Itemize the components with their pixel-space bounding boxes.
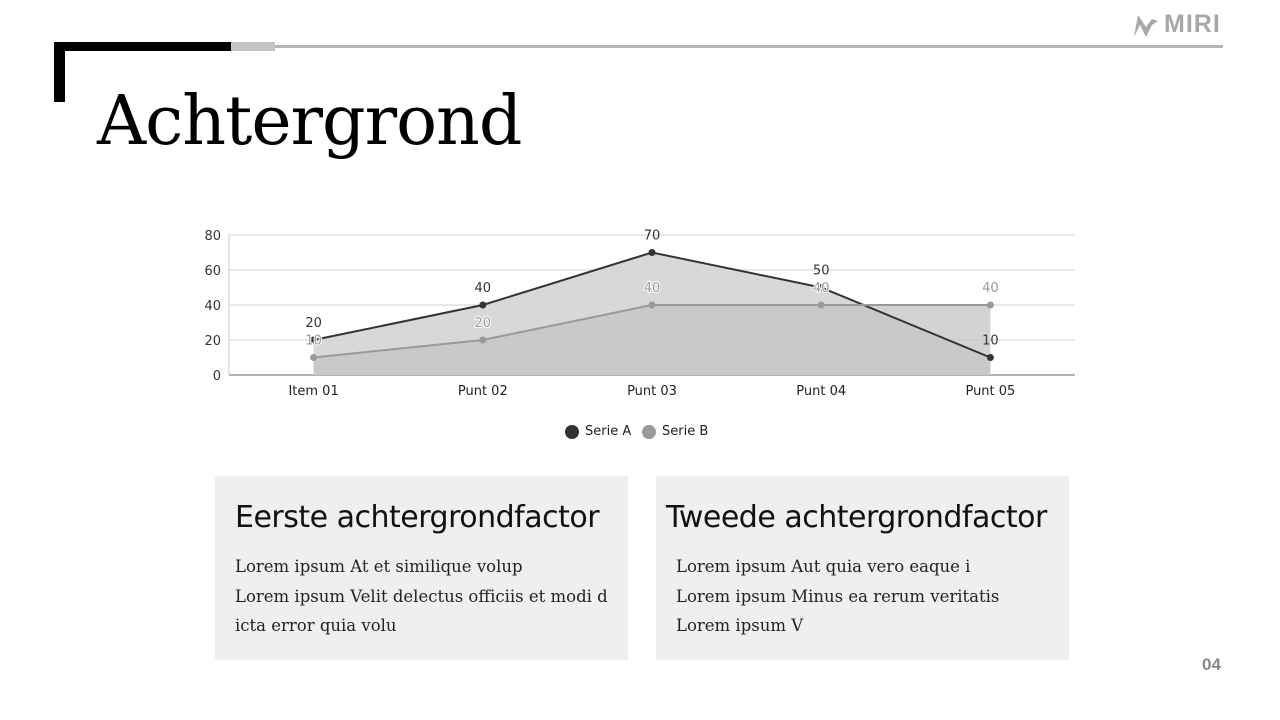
x-tick-label: Punt 05	[965, 384, 1016, 399]
card-line: Lorem ipsum At et similique volup	[235, 557, 523, 576]
legend-marker	[642, 425, 656, 439]
card-second-factor	[656, 476, 1069, 660]
card-first-factor	[215, 476, 628, 660]
data-point	[479, 337, 486, 344]
data-label: 20	[474, 316, 492, 331]
data-point	[310, 354, 317, 361]
data-label: 10	[305, 333, 322, 349]
x-tick-label: Item 01	[288, 384, 339, 399]
x-tick-label: Punt 03	[627, 384, 677, 399]
data-label: 10	[982, 333, 999, 349]
data-point	[649, 249, 656, 256]
data-label: 40	[474, 281, 492, 296]
page-number: 04	[1202, 655, 1221, 674]
data-label: 20	[305, 316, 322, 331]
data-point	[818, 302, 825, 309]
page-title: Achtergrond	[97, 82, 522, 161]
y-tick-label: 0	[212, 369, 221, 384]
card-line: icta error quia volu	[235, 616, 397, 635]
data-point	[987, 302, 994, 309]
data-label: 50	[812, 263, 830, 279]
data-label: 40	[643, 281, 661, 296]
y-tick-label: 80	[204, 229, 221, 244]
y-tick-label: 60	[204, 264, 221, 279]
y-tick-label: 40	[204, 299, 221, 314]
logo-text: MIRI	[1164, 10, 1221, 38]
x-tick-label: Punt 02	[457, 384, 508, 399]
card-heading: Tweede achtergrondfactor	[666, 500, 1047, 535]
y-tick-label: 20	[204, 334, 221, 349]
legend-label: Serie A	[585, 424, 632, 439]
card-line: Lorem ipsum Aut quia vero eaque i	[676, 557, 971, 576]
data-label: 70	[643, 228, 661, 244]
data-point	[479, 302, 486, 309]
card-heading: Eerste achtergrondfactor	[235, 500, 600, 535]
legend-marker	[565, 425, 579, 439]
x-tick-label: Punt 04	[796, 384, 847, 399]
card-line: Lorem ipsum Minus ea rerum veritatis	[676, 586, 1000, 606]
legend-label: Serie B	[662, 424, 709, 439]
data-point	[649, 302, 656, 309]
card-line: Lorem ipsum V	[676, 616, 804, 635]
card-line: Lorem ipsum Velit delectus officiis et modi d	[235, 586, 608, 606]
data-label: 40	[982, 281, 999, 296]
data-point	[987, 354, 994, 361]
data-label: 40	[812, 281, 830, 296]
